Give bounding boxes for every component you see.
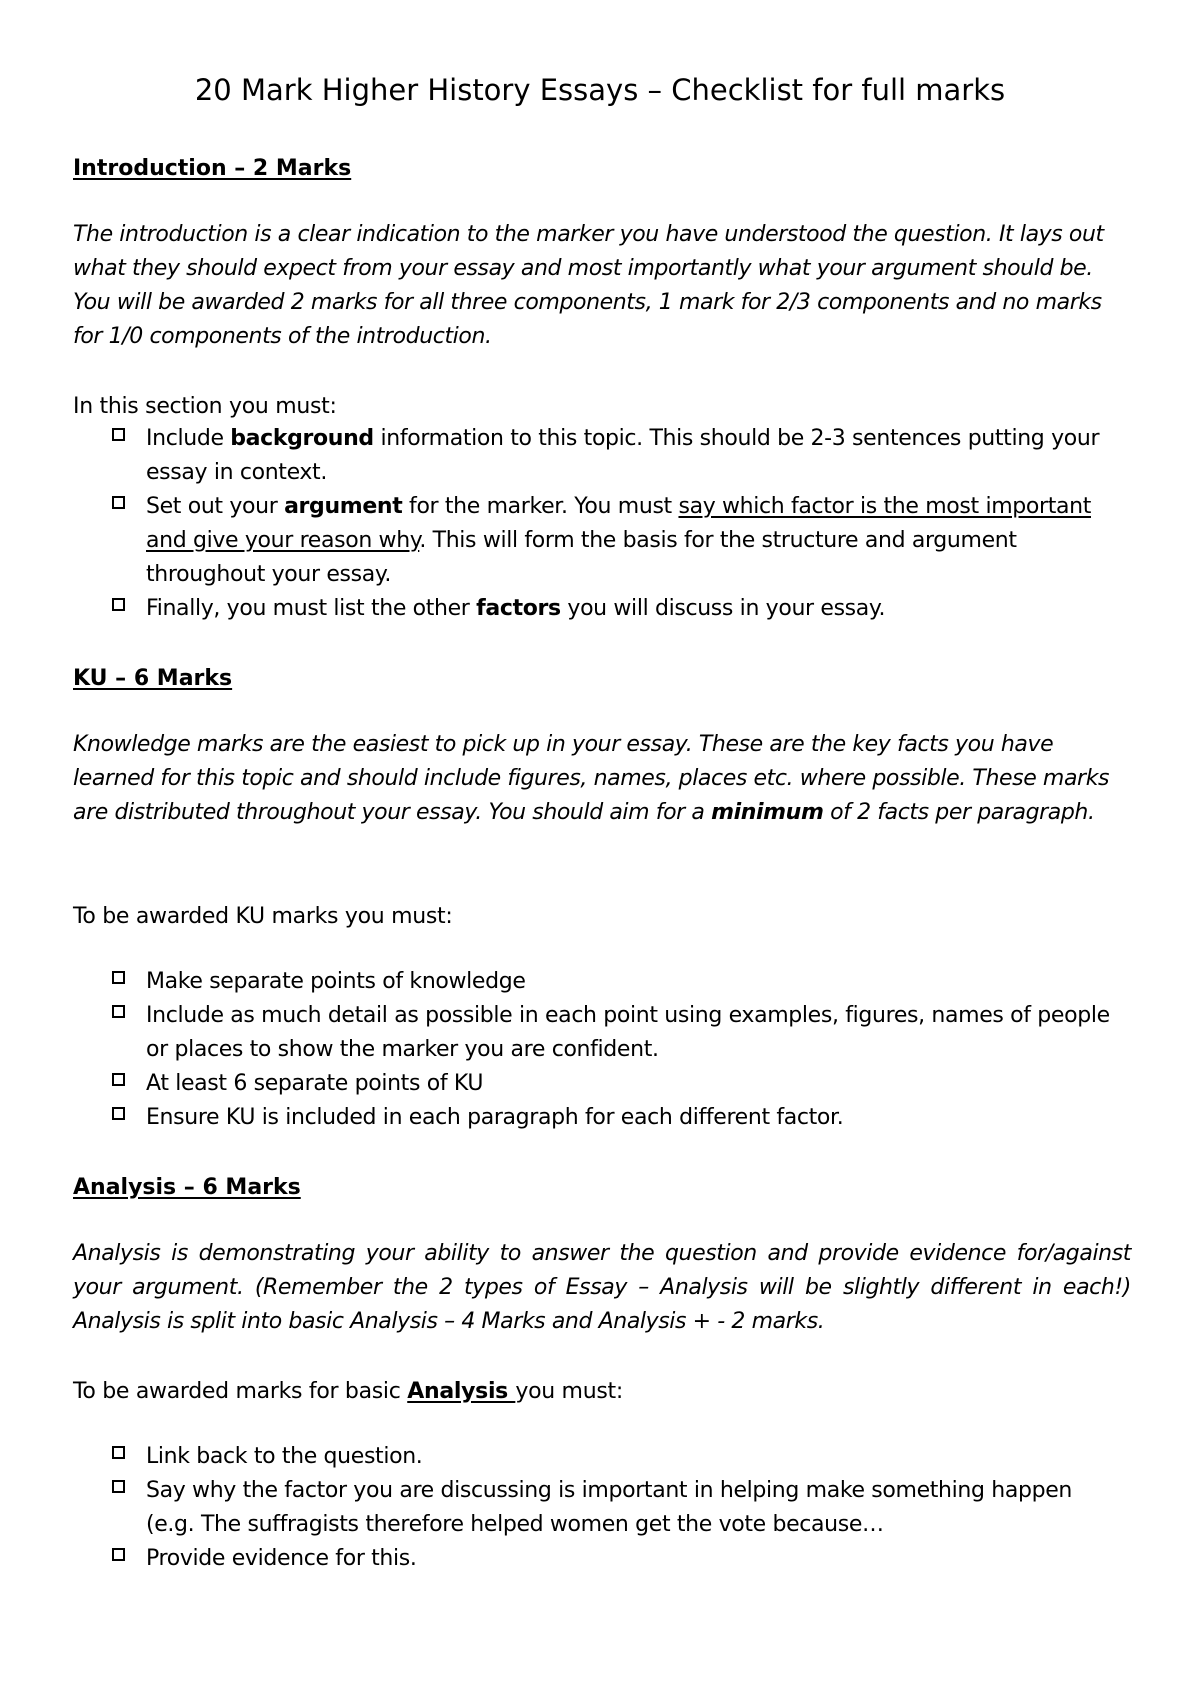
ku-heading: KU – 6 Marks bbox=[73, 666, 233, 691]
checkbox-icon[interactable] bbox=[112, 971, 125, 984]
checkbox-icon[interactable] bbox=[112, 598, 125, 611]
checklist-item-text: Provide evidence for this. bbox=[146, 1546, 417, 1571]
checklist-item-text: Make separate points of knowledge bbox=[146, 969, 526, 994]
checklist-item-text: Finally, you must list the other factors you will discuss in your essay. bbox=[146, 596, 886, 621]
checkbox-icon[interactable] bbox=[112, 1107, 125, 1120]
analysis-lead: To be awarded marks for basic Analysis you must: bbox=[73, 1379, 623, 1404]
checklist-item-text: Include background information to this topic. This should be 2-3 sentences putting your essay in context. bbox=[146, 426, 1100, 485]
checkbox-icon[interactable] bbox=[112, 1446, 125, 1459]
checkbox-icon[interactable] bbox=[112, 496, 125, 509]
introduction-description: The introduction is a clear indication to the marker you have understood the question. It lays out what they should expect from your essay and most importantly what your argument should be. You will be awarded 2 marks for all three components, 1 mark for 2/3 components and no marks for 1/0 components of the introduction. bbox=[73, 222, 1104, 349]
checklist-item-text: Say why the factor you are discussing is important in helping make something happen (e.g. The suffragists therefore helped women get the vote because… bbox=[146, 1478, 1072, 1537]
checklist-item-text: Link back to the question. bbox=[146, 1444, 423, 1469]
checklist-item-text: At least 6 separate points of KU bbox=[146, 1071, 484, 1096]
ku-lead: To be awarded KU marks you must: bbox=[73, 904, 453, 929]
checklist-item-text: Include as much detail as possible in each point using examples, figures, names of people or places to show the marker you are confident. bbox=[146, 1003, 1110, 1062]
page-title: 20 Mark Higher History Essays – Checklist for full marks bbox=[194, 73, 1006, 107]
checkbox-icon[interactable] bbox=[112, 1073, 125, 1086]
checkbox-icon[interactable] bbox=[112, 1480, 125, 1493]
ku-description: Knowledge marks are the easiest to pick up in your essay. These are the key facts you have learned for this topic and should include figures, names, places etc. where possible. These marks are distributed throughout your essay. You should aim for a minimum of 2 facts per paragraph. bbox=[73, 732, 1110, 825]
checklist-item-text: Ensure KU is included in each paragraph for each different factor. bbox=[146, 1105, 844, 1130]
introduction-lead: In this section you must: bbox=[73, 394, 337, 419]
checkbox-icon[interactable] bbox=[112, 428, 125, 441]
analysis-description: Analysis is demonstrating your ability to answer the question and provide evidence for/against your argument. (Remember the 2 types of Essay – Analysis will be slightly different in each!) Analysis is split into basic Analysis – 4 Marks and Analysis + - 2 marks. bbox=[73, 1241, 1131, 1334]
introduction-heading: Introduction – 2 Marks bbox=[73, 156, 352, 181]
analysis-heading: Analysis – 6 Marks bbox=[73, 1175, 301, 1200]
checkbox-icon[interactable] bbox=[112, 1005, 125, 1018]
checklist-item-text: Set out your argument for the marker. You must say which factor is the most important and give your reason why. This will form the basis for the structure and argument throughout your essay. bbox=[146, 494, 1091, 587]
checkbox-icon[interactable] bbox=[112, 1548, 125, 1561]
